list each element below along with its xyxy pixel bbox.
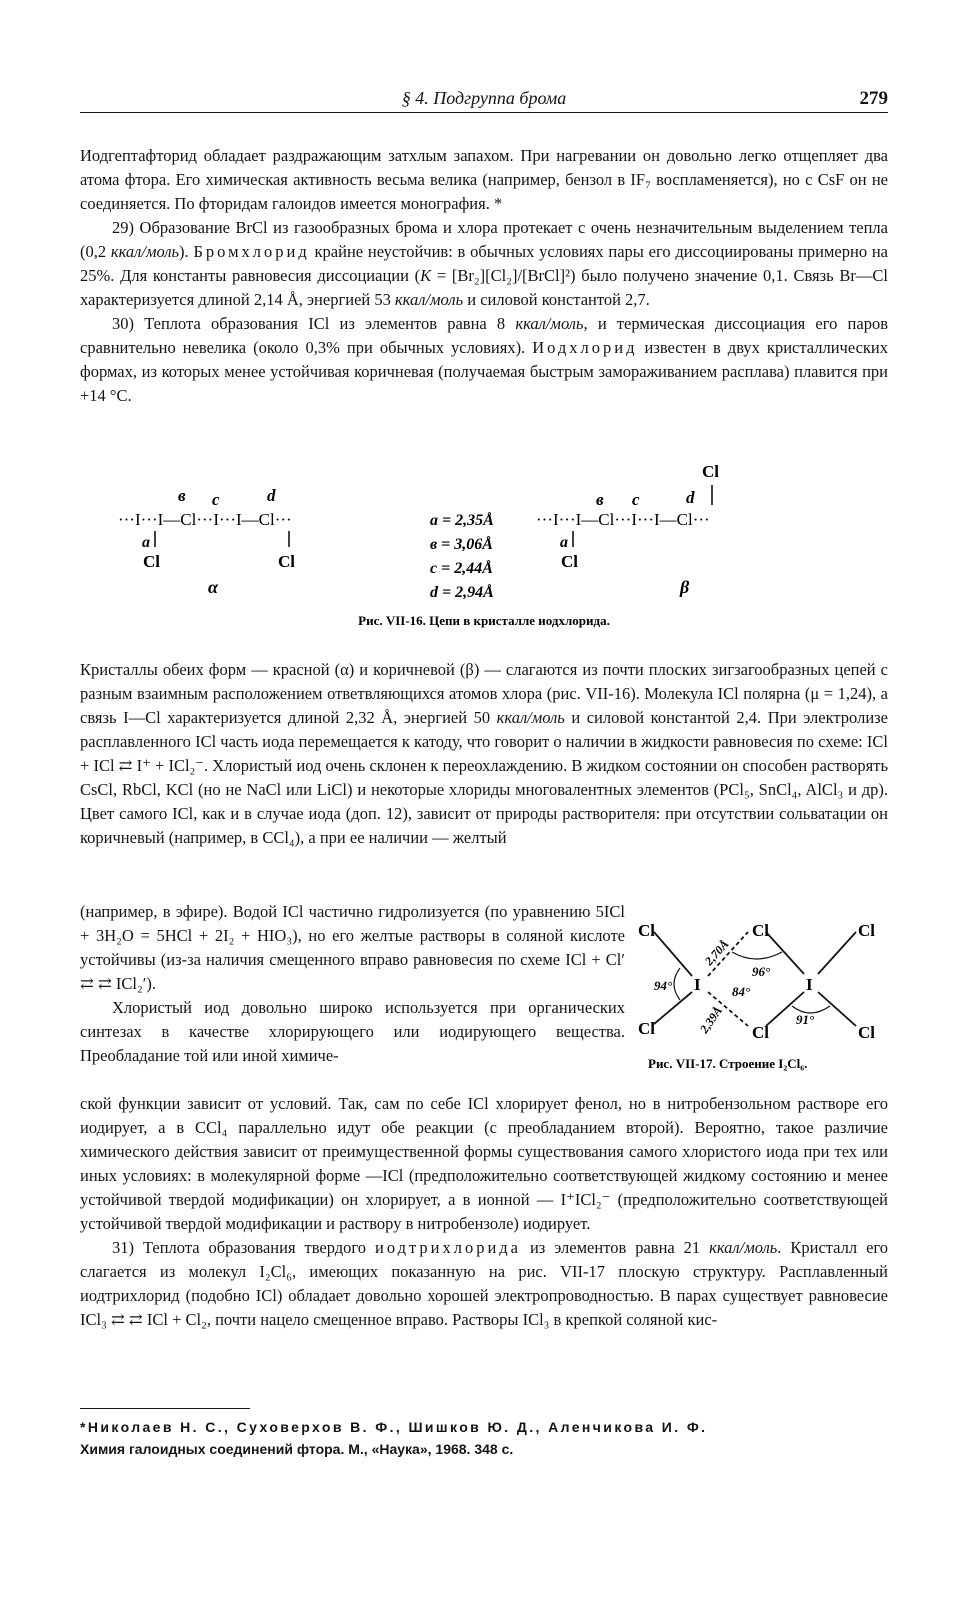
cl-atom-2: Cl: [638, 1019, 655, 1038]
label-c-right: c: [632, 490, 640, 509]
running-head: [80, 88, 888, 113]
paragraph-organic-synthesis: Хлористый иод довольно широко используется при органических синтезах в качестве хлорирующего или иодирующего вещества. Преобладание той или иной химиче-: [80, 998, 625, 1065]
distance-d: d = 2,94Å: [430, 584, 494, 601]
label-a-left: a: [142, 534, 150, 551]
footnote-authors: *Николаев Н. С., Суховерхов В. Ф., Шишков Ю. Д., Аленчикова И. Ф.: [80, 1419, 708, 1435]
paragraph-crystal-forms: Кристаллы обеих форм — красной (α) и коричневой (β) — слагаются из почти плоских зигзагообразных цепей с разным взаимным расположением ответвляющихся атомов хлора (рис. VII-16). Молекула ICl полярна (μ = 1,24), а связь I—Cl характеризуется длиной 2,32 Å, энергией 50 ккал/моль и силовой константой 2,4. При электролизе расплавленного ICl часть иода перемещается к катоду, что говорит о наличии в жидкости равновесия по схеме: ICl + ICl ⇄ I⁺ + ICl₂⁻. Хлористый иод очень склонен к переохлаждению. В жидком состоянии он способен растворять CsCl, RbCl, KCl (но не NaCl или LiCl) и некоторые хлориды многовалентных элементов (PCl₅, SnCl₄, AlCl₃ и др). Цвет самого ICl, как и в случае иода (доп. 12), зависит от природы растворителя: при отсутствии сольватации он коричневый (например, в CCl₄), а при ее наличии — желтый: [80, 660, 888, 847]
paragraph-hydrolysis: (например, в эфире). Водой ICl частично гидролизуется (по уравнению 5ICl + 3H₂O = 5HCl + 2I₂ + HIO₃), но его желтые растворы в соляной кислоте устойчивы (из-за наличия смещенного вправо равновесия по схеме ICl + Cl′ ⇄ ⇄ ICl₂′).: [80, 902, 625, 993]
i-atom-2: I: [806, 975, 813, 994]
figure-caption: Рис. VII-16. Цепи в кристалле иодхлорида.: [358, 613, 610, 628]
cl-atom-3: Cl: [858, 921, 875, 940]
alpha-label: α: [208, 577, 218, 597]
distance-b: в = 3,06Å: [430, 536, 493, 553]
distance-c: c = 2,44Å: [430, 560, 493, 577]
paragraph-30-iodine-chloride: 30) Теплота образования ICl из элементов равна 8 ккал/моль, и термическая диссоциация его паров сравнительно невелика (около 0,3% при обычных условиях). Иодхлорид известен в двух кристаллических формах, из которых менее устойчивая коричневая (получаемая быстрым замораживанием расплава) плавится при +14 °C.: [80, 314, 888, 405]
label-d-right: d: [686, 488, 695, 507]
bond-length-2-39: 2,39Å: [696, 1003, 726, 1036]
figure-vii-17: [628, 908, 890, 1073]
text-block-wrapped: [80, 900, 625, 1068]
i-atom-1: I: [694, 975, 701, 994]
cl-atom-1: Cl: [638, 921, 655, 940]
bond-length-2-70: 2,70Å: [701, 937, 732, 969]
cl-branch-2: Cl: [278, 552, 295, 571]
footnote: [80, 1416, 888, 1460]
page-number: 279: [859, 88, 888, 109]
footnote-rule: [80, 1408, 250, 1409]
paragraph-chemical-function: ской функции зависит от условий. Так, сам по себе ICl хлорирует фенол, но в нитробензольном растворе его иодирует, а в CCl₄ параллельно идут обе реакции (с преобладанием второй). Вероятно, такое различие химического действия зависит от преимущественной формы существования самого хлористого иода при тех или иных условиях: в молекулярной форме —ICl (предположительно соответствующей жидкому состоянию и менее устойчивой твердой модификации) он хлорирует, а в ионной — I⁺ICl₂⁻ (предположительно соответствующей устойчивой твердой модификации и раствору в нитробензоле) иодирует.: [80, 1094, 888, 1233]
distance-a: a = 2,35Å: [430, 512, 494, 529]
text-block-bottom: [80, 1092, 888, 1332]
label-b-left: в: [178, 486, 186, 505]
footnote-title: Химия галоидных соединений фтора. М., «Наука», 1968. 348 с.: [80, 1441, 514, 1457]
label-a-right: a: [560, 534, 568, 551]
cl-branch-3: Cl: [561, 552, 578, 571]
text-block-middle: [80, 658, 888, 850]
text-block-top: [80, 144, 888, 408]
angle-96: 96°: [752, 964, 771, 979]
label-d-left: d: [267, 486, 276, 505]
cl-branch-1: Cl: [143, 552, 160, 571]
cl-top-branch: Cl: [702, 462, 719, 481]
label-b-right: в: [596, 490, 604, 509]
running-title: § 4. Подгруппа брома: [401, 88, 567, 108]
angle-91: 91°: [796, 1012, 815, 1027]
chain-left: ···I···I—Cl···I···I—Cl···: [118, 510, 292, 529]
cl-atom-4: Cl: [858, 1023, 875, 1042]
label-c-left: c: [212, 490, 220, 509]
figure-vii-16: [80, 455, 888, 640]
paragraph-31-iodine-trichloride: 31) Теплота образования твердого иодтрихлорида из элементов равна 21 ккал/моль. Кристалл его слагается из молекул I₂Cl₆, имеющих показанную на рис. VII-17 плоскую структуру. Расплавленный иодтрихлорид (подобно ICl) обладает довольно хорошей электропроводностью. В парах существует равновесие ICl₃ ⇄ ⇄ ICl + Cl₂, почти нацело смещенное вправо. Растворы ICl₃ в крепкой соляной кис-: [80, 1238, 889, 1329]
paragraph-iodine-heptafluoride: Иодгептафторид обладает раздражающим затхлым запахом. При нагревании он довольно легко отщепляет два атома фтора. Его химическая активность весьма велика (например, бензол в IF₇ воспламеняется), но с CsF он не соединяется. По фторидам галоидов имеется монография. *: [80, 146, 888, 213]
cl-atom-bridge-2: Cl: [752, 1023, 769, 1042]
paragraph-29-bromine-chloride: 29) Образование BrCl из газообразных брома и хлора протекает с очень незначительным выделением тепла (0,2 ккал/моль). Бромхлорид крайне неустойчив: в обычных условиях пары его диссоциированы примерно на 25%. Для константы равновесия диссоциации (K = [Br₂][Cl₂]/[BrCl]²) было получено значение 0,1. Связь Br—Cl характеризуется длиной 2,14 Å, энергией 53 ккал/моль и силовой константой 2,7.: [80, 218, 888, 309]
angle-94: 94°: [654, 978, 673, 993]
angle-84: 84°: [732, 984, 751, 999]
cl-atom-bridge-1: Cl: [752, 921, 769, 940]
chain-right: ···I···I—Cl···I···I—Cl···: [536, 510, 710, 529]
figure-17-caption: Рис. VII-17. Строение I₂Cl₆.: [648, 1056, 808, 1071]
beta-label: β: [680, 577, 690, 597]
